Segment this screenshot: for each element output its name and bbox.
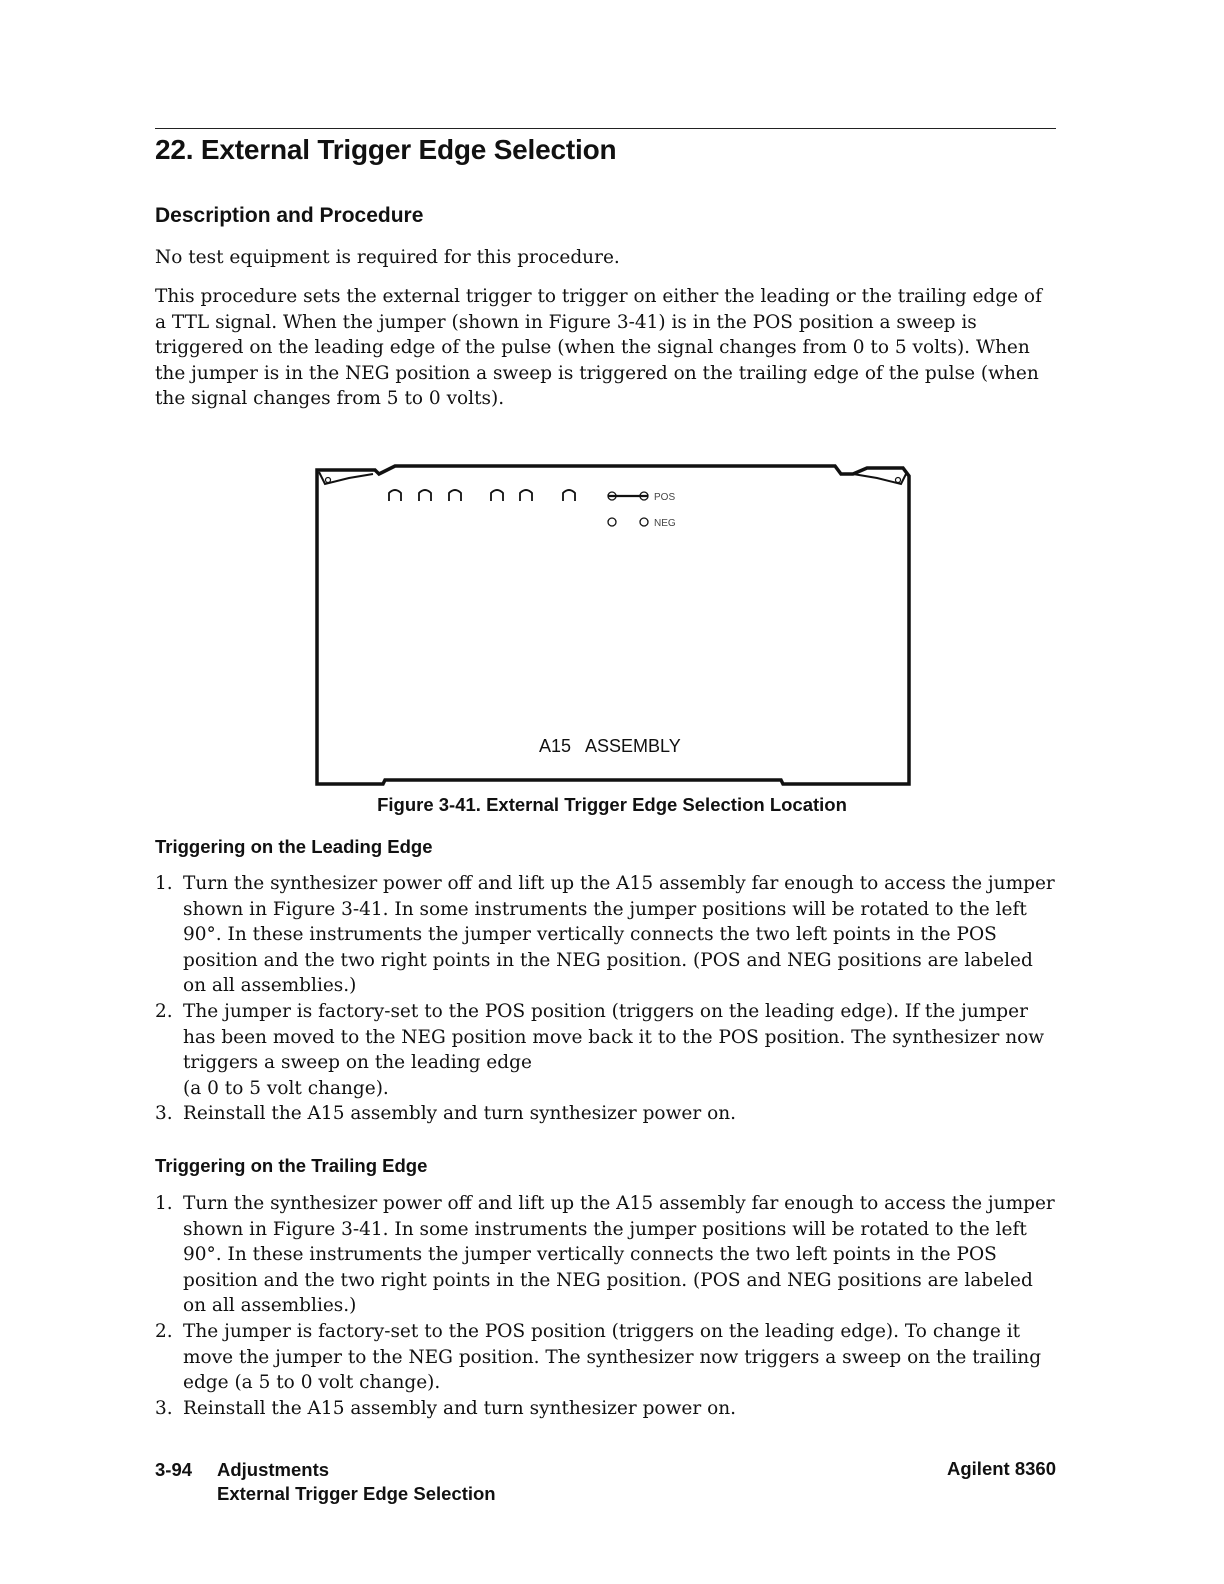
step-text: Reinstall the A15 assembly and turn synthesizer power on. [183,1397,737,1419]
page-number: 3-94 [155,1459,193,1480]
a15-assembly-figure [305,458,915,793]
footer-section: External Trigger Edge Selection [217,1483,496,1504]
step-number: 1. [155,873,173,894]
neg-label: NEG [654,518,676,529]
list-item [155,871,1060,999]
connector-icon [449,490,461,501]
jumper-pin-icon [640,518,648,526]
left-mount-hole [326,478,331,483]
step-number: 2. [155,1000,173,1022]
connector-symbols [389,490,575,501]
list-item [155,1319,1060,1396]
step-number: 2. [155,1320,173,1342]
step-number: 1. [155,1193,173,1214]
assembly-label: A15 ASSEMBLY [539,736,681,756]
trailing-edge-heading: Triggering on the Trailing Edge [155,1155,428,1176]
connector-icon [389,490,401,501]
connector-icon [563,490,575,501]
jumper-pins [608,492,648,526]
pos-label: POS [654,492,676,503]
intro-paragraph: This procedure sets the external trigger to trigger on either the leading or the trailing edge of a TTL signal. When the jumper (shown in Figure 3-41) is in the POS position a sweep is triggered on the leading edge of the pulse (when the signal changes from 0 to 5 volts). When the jumper is in the NEG position a sweep is triggered on the trailing edge of the pulse (when the signal changes from 5 to 0 volts). [155,286,1042,410]
leading-edge-steps [155,871,1060,1127]
intro-paragraph: No test equipment is required for this procedure. [155,247,620,268]
step-text: The jumper is factory-set to the POS position (triggers on the leading edge). If the jumper has been moved to the NEG position move back it to the POS position. The synthesizer now triggers a sweep on the leading edge [183,1000,1045,1074]
step-text: The jumper is factory-set to the POS position (triggers on the leading edge). To change it move the jumper to the NEG position. The synthesizer now triggers a sweep on the trailing edge (a 5 to 0 volt change). [183,1320,1042,1394]
section-heading: Description and Procedure [155,204,424,227]
title-rule [155,128,1056,129]
jumper-pin-icon [608,518,616,526]
step-number: 3. [155,1397,173,1419]
leading-edge-heading: Triggering on the Leading Edge [155,836,433,857]
page-title: 22. External Trigger Edge Selection [155,134,617,165]
list-item [155,1101,1060,1127]
list-item [155,1191,1060,1319]
connector-icon [491,490,503,501]
footer-product: Agilent 8360 [947,1458,1056,1479]
step-text-continuation: (a 0 to 5 volt change). [183,1077,389,1099]
step-text: Reinstall the A15 assembly and turn synthesizer power on. [183,1103,737,1125]
footer-chapter: Adjustments [217,1459,330,1480]
trailing-edge-steps [155,1191,1060,1421]
connector-icon [520,490,532,501]
step-text: Turn the synthesizer power off and lift up the A15 assembly far enough to access the jumper shown in Figure 3-41. In some instruments the jumper positions will be rotated to the left 90°. In these instruments the jumper vertically connects the two left points in the POS position and the two right points in the NEG position. (POS and NEG positions are labeled on all assemblies.) [183,1193,1055,1317]
list-item [155,1396,1060,1422]
step-number: 3. [155,1103,173,1125]
list-item [155,999,1060,1101]
footer-left [155,1458,496,1506]
connector-icon [419,490,431,501]
step-text: Turn the synthesizer power off and lift up the A15 assembly far enough to access the jumper shown in Figure 3-41. In some instruments the jumper positions will be rotated to the left 90°. In these instruments the jumper vertically connects the two left points in the POS position and the two right points in the NEG position. (POS and NEG positions are labeled on all assemblies.) [183,873,1055,997]
right-mount-hole [896,478,901,483]
figure-caption: Figure 3-41. External Trigger Edge Selection Location [377,794,847,815]
